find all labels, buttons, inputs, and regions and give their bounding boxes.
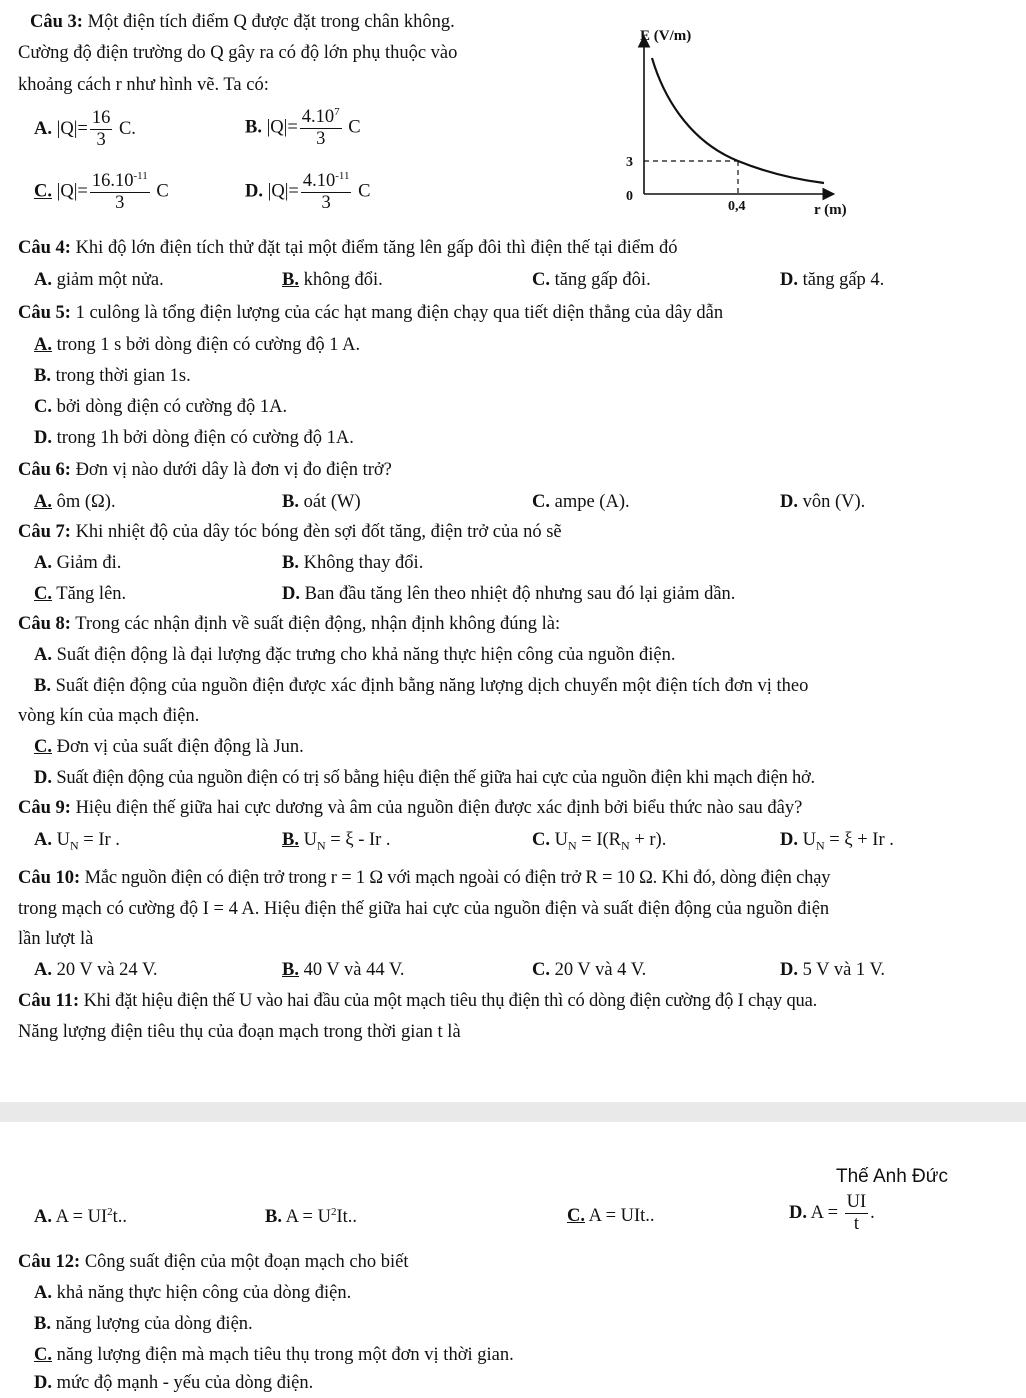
author-name: Thế Anh Đức — [836, 1166, 948, 1187]
q11-option-b: B. $A = U^2It$.. — [265, 1206, 358, 1228]
q4-option-a: A. giảm một nửa. — [34, 270, 164, 290]
q8-option-a: A. Suất điện động là đại lượng đặc trưng cho khả năng thực hiện công của nguồn điện. — [34, 645, 676, 665]
q8-option-d: D. Suất điện động của nguồn điện có trị số bằng hiệu điện thế giữa hai cực của nguồn điện khi mạch điện hở. — [34, 768, 815, 788]
y-tick-label: 3 — [626, 155, 633, 170]
q6-stem: Câu 6: Đơn vị nào dưới dây là đơn vị đo điện trở? — [18, 460, 392, 480]
q9-stem: Câu 9: Hiệu điện thế giữa hai cực dương và âm của nguồn điện được xác định bởi biểu thức nào sau đây? — [18, 798, 803, 818]
y-axis-label: E (V/m) — [640, 28, 692, 44]
origin-label: 0 — [626, 189, 633, 204]
q4-stem: Câu 4: Khi độ lớn điện tích thử đặt tại một điểm tăng lên gấp đôi thì điện thế tại điểm đó — [18, 238, 678, 258]
q7-stem: Câu 7: Khi nhiệt độ của dây tóc bóng đèn sợi đốt tăng, điện trở của nó sẽ — [18, 522, 562, 542]
q5-option-d: D. trong 1h bởi dòng điện có cường độ 1A. — [34, 428, 354, 448]
q11-stem-2: Năng lượng điện tiêu thụ của đoạn mạch trong thời gian t là — [18, 1022, 461, 1042]
q10-option-a: A. 20 V và 24 V. — [34, 960, 158, 980]
q12-option-a: A. khả năng thực hiện công của dòng điện. — [34, 1283, 352, 1303]
q10-stem-3: lần lượt là — [18, 929, 94, 949]
q5-option-a: A. trong 1 s bởi dòng điện có cường độ 1 A. — [34, 335, 361, 355]
q10-option-b: B. 40 V và 44 V. — [282, 960, 405, 980]
q12-stem: Câu 12: Công suất điện của một đoạn mạch cho biết — [18, 1252, 409, 1272]
q3-d-fraction: $\frac{4.10^{-11}}{3}$ — [302, 170, 350, 214]
q9-option-a: A. $U_N = Ir$ . — [34, 830, 120, 853]
q12-option-d: D. mức độ mạnh - yếu của dòng điện. — [34, 1373, 314, 1393]
q3-number: Câu 3: — [30, 12, 83, 32]
q10-stem-2: trong mạch có cường độ I = 4 A. Hiệu điện thế giữa hai cực của nguồn điện và suất điện động của nguồn điện — [18, 899, 830, 919]
e-vs-r-chart — [600, 22, 860, 222]
q3-text-1: Một điện tích điểm Q được đặt trong chân không. — [82, 12, 455, 32]
q7-option-c: C. Tăng lên. — [34, 584, 127, 604]
q5-stem: Câu 5: 1 culông là tổng điện lượng của các hạt mang điện chạy qua tiết diện thẳng của dây dẫn — [18, 303, 724, 323]
q3-line1 — [30, 12, 455, 33]
q3-option-d: D. |Q|= $\frac{4.10^{-11}}{3}$ C — [245, 170, 371, 214]
q7-option-b: B. Không thay đổi. — [282, 553, 424, 573]
q3-option-a: A. |Q|= $\frac{16}{3}$ C. — [34, 108, 136, 151]
q3-b-fraction: $\frac{4.10^7}{3}$ — [301, 106, 340, 150]
q8-option-b-cont: vòng kín của mạch điện. — [18, 706, 200, 726]
q9-option-d: D. $U_N = \xi + Ir$ . — [780, 830, 894, 853]
q10-option-c: C. 20 V và 4 V. — [532, 960, 647, 980]
q3-c-fraction: $\frac{16.10^{-11}}{3}$ — [91, 170, 148, 214]
q4-option-b: B. không đổi. — [282, 270, 383, 290]
q4-option-d: D. tăng gấp 4. — [780, 270, 885, 290]
q6-option-a: A. ôm (Ω). — [34, 492, 116, 512]
q6-option-d: D. vôn (V). — [780, 492, 866, 512]
q8-option-c: C. Đơn vị của suất điện động là Jun. — [34, 737, 304, 757]
q12-option-c: C. năng lượng điện mà mạch tiêu thụ trong một đơn vị thời gian. — [34, 1345, 514, 1365]
q3-line2: Cường độ điện trường do Q gây ra có độ lớn phụ thuộc vào — [18, 43, 458, 63]
q3-a-fraction: $\frac{16}{3}$ — [91, 108, 111, 151]
q9-option-b: B. $U_N = \xi - Ir$ . — [282, 830, 391, 853]
q3-line3: khoảng cách r như hình vẽ. Ta có: — [18, 75, 269, 95]
q6-option-b: B. oát (W) — [282, 492, 361, 512]
x-axis-label: r (m) — [814, 202, 847, 218]
q11-option-c: C. A = UIt.. — [567, 1206, 655, 1226]
page-break — [0, 1102, 1026, 1122]
q3-option-c: C. |Q|= $\frac{16.10^{-11}}{3}$ C — [34, 170, 169, 214]
q5-option-b: B. trong thời gian 1s. — [34, 366, 191, 386]
q4-option-c: C. tăng gấp đôi. — [532, 270, 651, 290]
q8-option-b: B. Suất điện động của nguồn điện được xác định bằng năng lượng dịch chuyển một điện tích đơn vị theo — [34, 676, 809, 696]
q11-stem: Câu 11: Khi đặt hiệu điện thế U vào hai đầu của một mạch tiêu thụ điện thì có dòng điện cường độ I chạy qua. — [18, 991, 818, 1011]
q11-option-d: D. A = $\frac{UI}{t}$ . — [789, 1192, 875, 1235]
q10-stem: Câu 10: Mắc nguồn điện có điện trở trong r = 1 Ω với mạch ngoài có điện trở R = 10 Ω. Khi đó, dòng điện chạy — [18, 868, 831, 888]
q7-option-d: D. Ban đầu tăng lên theo nhiệt độ nhưng sau đó lại giảm dần. — [282, 584, 736, 604]
q8-stem: Câu 8: Trong các nhận định về suất điện động, nhận định không đúng là: — [18, 614, 561, 634]
q11-option-a: A. $A = UI^2t$.. — [34, 1206, 128, 1228]
q12-option-b: B. năng lượng của dòng điện. — [34, 1314, 253, 1334]
q7-option-a: A. Giảm đi. — [34, 553, 122, 573]
q3-option-b: B. |Q|= $\frac{4.10^7}{3}$ C — [245, 106, 361, 150]
exam-page-bottom — [0, 1122, 1026, 1398]
q11-d-fraction: $\frac{UI}{t}$ — [846, 1192, 867, 1235]
x-tick-label: 0,4 — [728, 199, 746, 214]
q6-option-c: C. ampe (A). — [532, 492, 630, 512]
q5-option-c: C. bởi dòng điện có cường độ 1A. — [34, 397, 288, 417]
q10-option-d: D. 5 V và 1 V. — [780, 960, 886, 980]
q9-option-c: C. $U_N = I(R_N + r)$. — [532, 830, 667, 853]
